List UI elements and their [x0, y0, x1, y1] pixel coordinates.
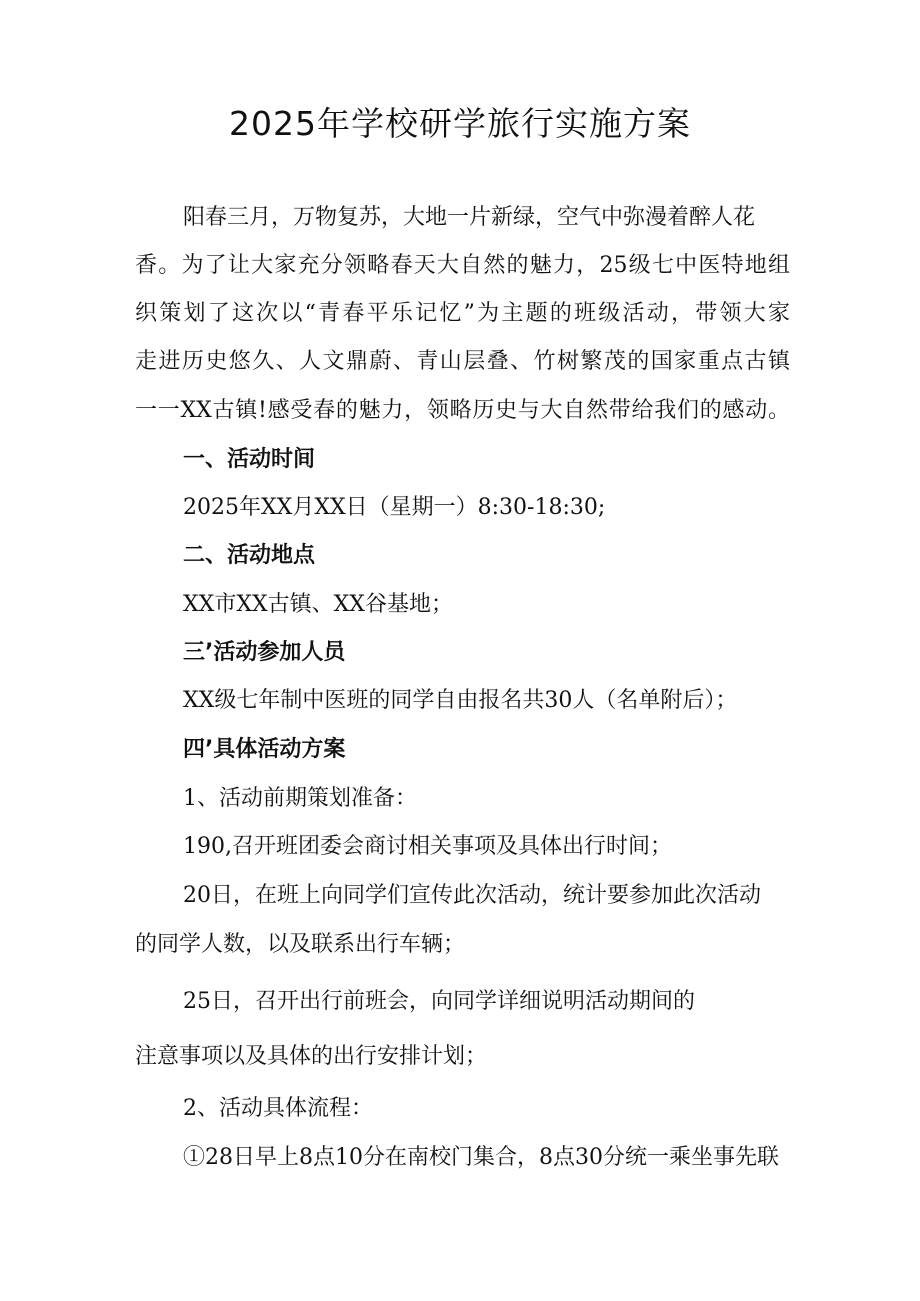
schedule-item-20-line-2: 的同学人数，以及联系出行车辆； — [135, 932, 466, 957]
section-2-content: XX市XX古镇、XX谷基地； — [183, 592, 453, 617]
intro-line-3: 织策划了这次以“青春平乐记忆”为主题的班级活动，带领大家 — [135, 301, 790, 326]
section-4-subheading-2: 2、活动具体流程： — [183, 1096, 373, 1121]
section-1-heading: 一、活动时间 — [183, 447, 316, 472]
schedule-item-25-line-2: 注意事项以及具体的出行安排计划； — [135, 1044, 488, 1069]
schedule-item-190: 190,召开班团委会商讨相关事项及具体出行时间； — [183, 834, 672, 859]
section-2-heading: 二、活动地点 — [183, 543, 316, 568]
schedule-item-25-line-1: 25日，召开出行前班会，向同学详细说明活动期间的 — [183, 989, 695, 1014]
schedule-item-20-line-1: 20日，在班上向同学们宣传此次活动，统计要参加此次活动 — [183, 883, 761, 908]
schedule-item-28: ①28日早上8点10分在南校门集合，8点30分统一乘坐事先联 — [183, 1145, 779, 1170]
section-1-content: 2025年XX月XX日（星期一）8:30-18:30; — [183, 495, 606, 520]
intro-line-1: 阳春三月，万物复苏，大地一片新绿，空气中弥漫着醉人花 — [183, 205, 756, 230]
intro-line-4: 走进历史悠久、人文鼎蔚、青山层叠、竹树繁茂的国家重点古镇 — [135, 349, 790, 374]
section-3-heading: 三’活动参加人员 — [183, 640, 346, 665]
intro-line-5: 一一XX古镇!感受春的魅力，领略历史与大自然带给我们的感动。 — [135, 398, 790, 423]
document-title: 2025年学校研学旅行实施方案 — [229, 104, 691, 143]
section-4-subheading-1: 1、活动前期策划准备： — [183, 786, 417, 811]
section-3-content: XX级七年制中医班的同学自由报名共30人（名单附后）； — [183, 688, 738, 713]
section-4-heading: 四’具体活动方案 — [183, 737, 346, 762]
intro-line-2: 香。为了让大家充分领略春天大自然的魅力，25级七中医特地组 — [135, 253, 790, 278]
